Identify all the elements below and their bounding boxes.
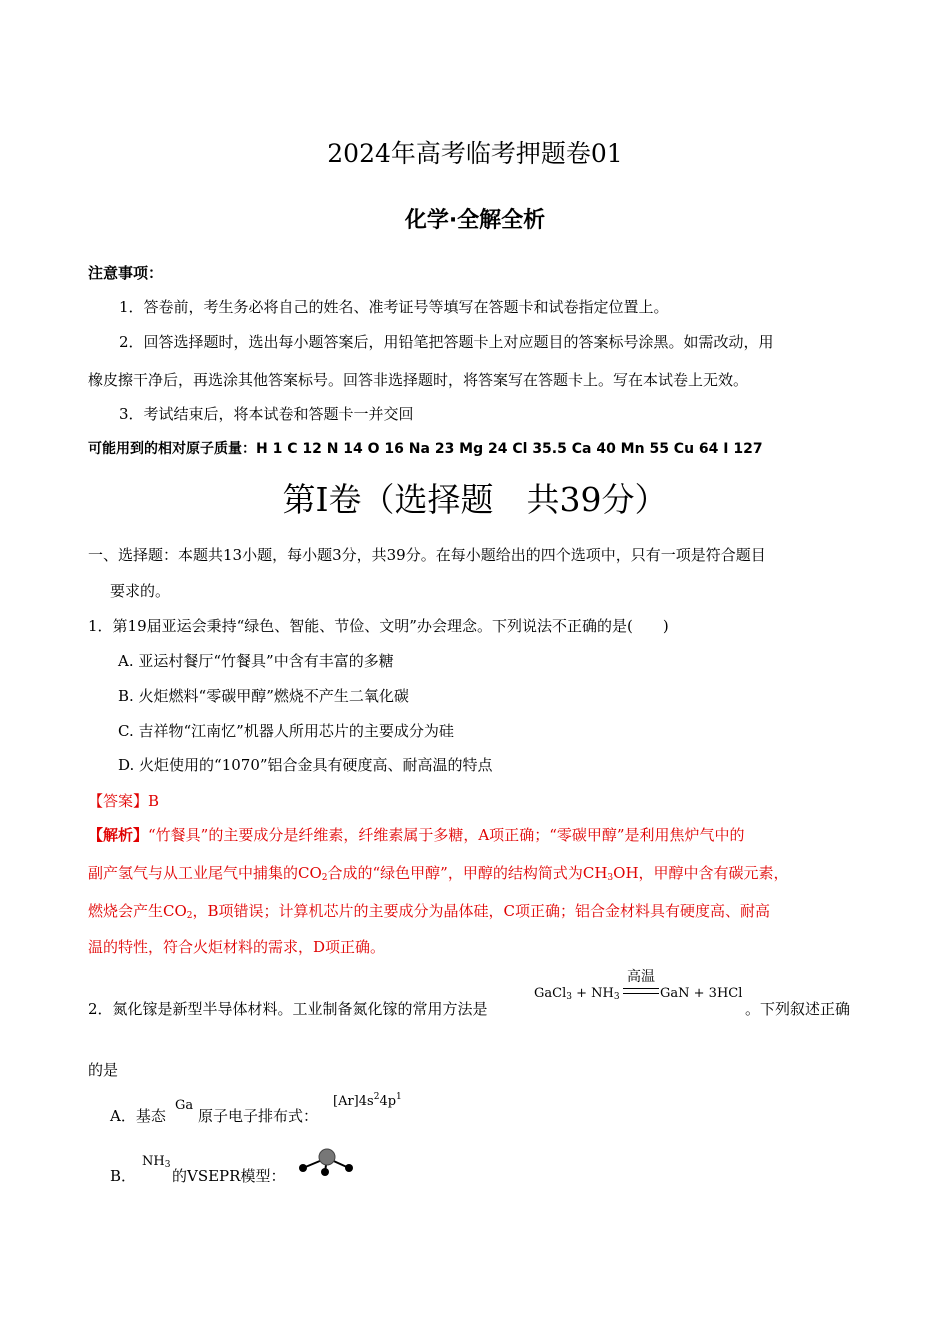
notice-item-2-line-1: 2．回答选择题时，选出每小题答案后，用铅笔把答题卡上对应题目的答案标号涂黑。如需改动，用 [119,333,774,351]
molecule-name: NH [142,1154,165,1169]
equation-equal-sign [623,988,659,994]
question-1-option-a: A. 亚运村餐厅“竹餐具”中含有丰富的多糖 [118,652,394,670]
chemical-equation [534,986,620,1002]
question-1-analysis-line-4: 温的特性，符合火炬材料的需求，D项正确。 [88,938,386,956]
equation-reactant-1-sub: 3 [566,992,572,1002]
analysis-sub-co2: 2 [321,873,328,883]
analysis-label: 【解析】 [88,826,149,844]
question-1-answer: 【答案】B [88,792,160,810]
question-2-option-b-text: 的VSEPR模型： [172,1167,286,1185]
vsepr-model-icon [295,1146,357,1178]
analysis-text-2e: OH，甲醇中含有碳元素， [613,864,789,882]
document-title: 2024年高考临考押题卷01 [327,139,623,168]
analysis-text-1: “竹餐具”的主要成分是纤维素，纤维素属于多糖，A项正确；“零碳甲醇”是利用焦炉气中的 [148,826,745,844]
molecule-sub: 3 [164,1160,171,1170]
analysis-sub-co2-b: 2 [186,911,193,921]
question-1-analysis-line-2 [88,862,789,883]
equation-reactant-2: + NH [571,986,614,1001]
option-a-electron-config [333,1092,402,1109]
notice-item-1: 1．答卷前，考生务必将自己的姓名、准考证号等填写在答题卡和试卷指定位置上。 [119,298,669,316]
analysis-text-2a: 副产氢气与从工业尾气中捕集的CO [88,864,322,882]
notice-heading: 注意事项： [88,264,164,282]
option-a-element: Ga [175,1098,194,1113]
question-1-analysis-line-1 [88,824,745,845]
section-title: 第Ⅰ卷（选择题 共39分） [282,480,668,519]
analysis-text-3c: ，B项错误；计算机芯片的主要成分为晶体硅，C项正确；铝合金材料具有硬度高、耐高 [192,902,771,920]
question-1-option-b: B. 火炬燃料“零碳甲醇”燃烧不产生二氧化碳 [118,687,409,705]
notice-item-2-line-2: 橡皮擦干净后，再选涂其他答案标号。回答非选择题时，将答案写在答题卡上。写在本试卷上无效。 [88,371,749,389]
notice-item-3: 3．考试结束后，将本试卷和答题卡一并交回 [119,405,414,423]
question-2-option-a-text: 原子电子排布式： [198,1107,319,1125]
question-2-option-b-label: B． [110,1167,137,1185]
config-sup-2: 1 [396,1092,402,1102]
atomic-mass-line: 可能用到的相对原子质量：H 1 C 12 N 14 O 16 Na 23 Mg 24 Cl 35.5 Ca 40 Mn 55 Cu 64 I 127 [88,441,763,457]
document-subtitle: 化学·全解全析 [404,208,546,233]
equation-condition: 高温 [627,969,655,985]
config-part-1: [Ar]4s [333,1094,374,1109]
part1-instruction-line-1: 一、选择题：本题共13小题，每小题3分，共39分。在每小题给出的四个选项中，只有一项是符合题目 [88,546,766,564]
analysis-text-3a: 燃烧会产生CO [88,902,187,920]
question-2-stem-cont: 的是 [88,1061,119,1079]
question-2-stem-start: 2．氮化镓是新型半导体材料。工业制备氮化镓的常用方法是 [88,1000,488,1018]
equation-products: GaN + 3HCl [660,986,743,1001]
option-b-molecule [142,1154,170,1170]
config-sup-1: 2 [373,1092,380,1102]
question-1-stem: 1．第19届亚运会秉持“绿色、智能、节俭、文明”办会理念。下列说法不正确的是( ) [88,617,669,635]
question-1-option-d: D. 火炬使用的“1070”铝合金具有硬度高、耐高温的特点 [118,756,493,774]
part1-instruction-line-2: 要求的。 [110,582,171,600]
equation-reactant-2-sub: 3 [613,992,620,1002]
analysis-sub-ch3: 3 [607,873,614,883]
question-1-option-c: C. 吉祥物“江南忆”机器人所用芯片的主要成分为硅 [118,722,454,740]
analysis-text-2c: 合成的“绿色甲醇”，甲醇的结构简式为CH [327,864,608,882]
config-part-2: 4p [379,1094,397,1109]
question-2-option-a-label: A．基态 [110,1107,166,1125]
question-2-stem-end: 。下列叙述正确 [745,1000,851,1018]
question-1-analysis-line-3 [88,900,770,921]
equation-reactant-1: GaCl [534,986,567,1001]
